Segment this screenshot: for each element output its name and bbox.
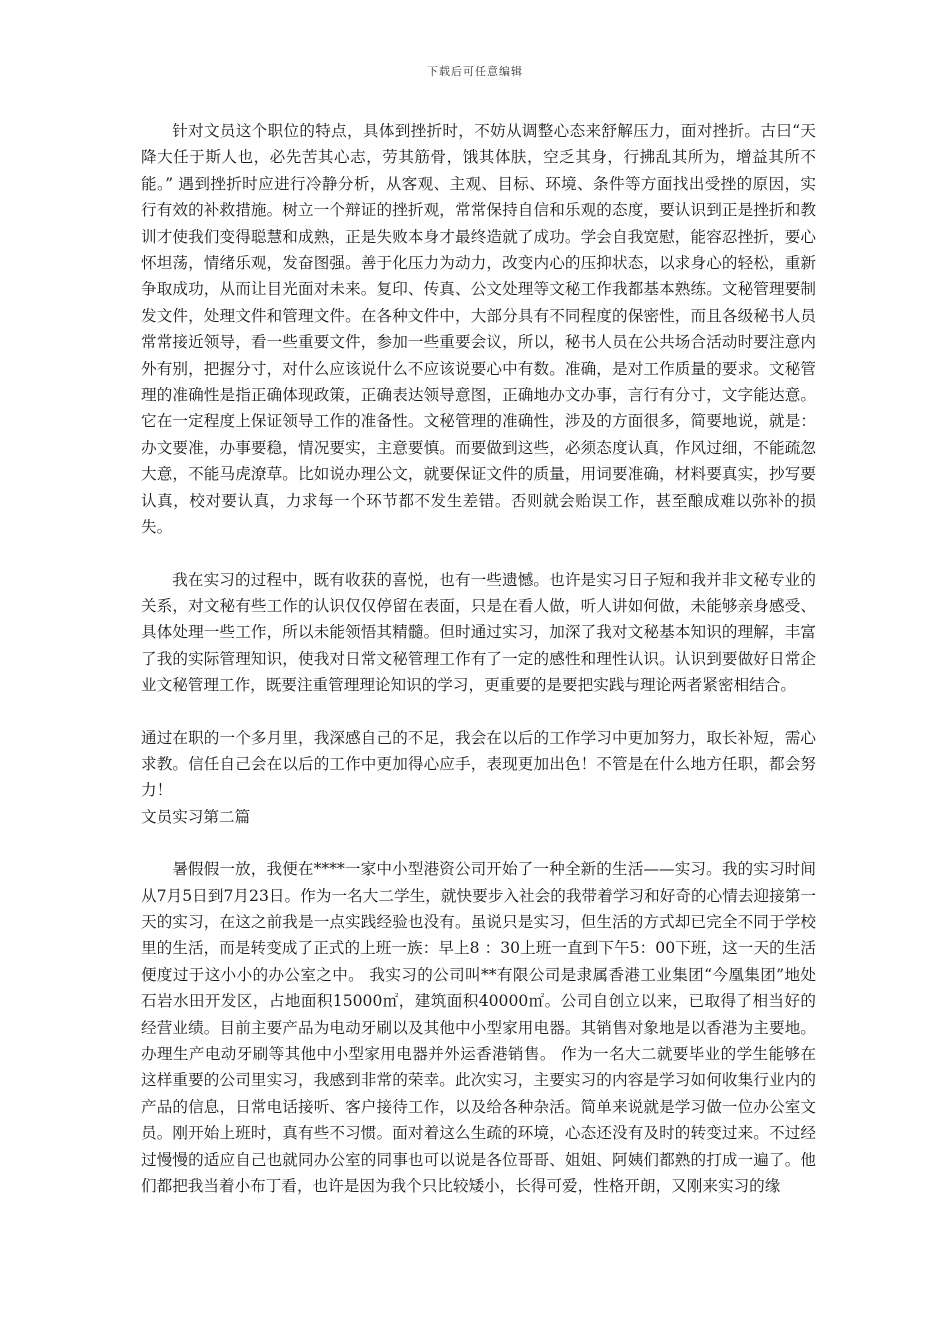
- paragraph-2: 我在实习的过程中，既有收获的喜悦，也有一些遗憾。也许是实习日子短和我并非文秘专业的关系，对文秘有些工作的认识仅仅停留在表面，只是在看人做，听人讲如何做，未能够亲身感受、具体处理一些工作，所以未能领悟其精髓。但时通过实习，加深了我对文秘基本知识的理解，丰富了我的实际管理知识，使我对日常文秘管理工作有了一定的感性和理性认识。认识到要做好日常企业文秘管理工作，既要注重管理理论知识的学习，更重要的是要把实践与理论两者紧密相结合。: [141, 570, 816, 695]
- section-heading: 文员实习第二篇: [141, 807, 251, 826]
- paragraph-1: 针对文员这个职位的特点，具体到挫折时，不妨从调整心态来舒解压力，面对挫折。古曰“天降大任于斯人也，必先苦其心志，劳其筋骨，饿其体肤，空乏其身，行拂乱其所为，增益其所不能。” 遇到挫折时应进行冷静分析，从客观、主观、目标、环境、条件等方面找出受挫的原因，实行有效的补救措施。树立一个辩证的挫折观，常常保持自信和乐观的态度，要认识到正是挫折和教训才使我们变得聪慧和成熟，正是失败本身才最终造就了成功。学会自我宽慰，能容忍挫折，要心怀坦荡，情绪乐观，发奋图强。善于化压力为动力，改变内心的压抑状态，以求身心的轻松，重新争取成功，从而让目光面对未来。复印、传真、公文处理等文秘工作我都基本熟练。文秘管理要制发文件，处理文件和管理文件。在各种文件中，大部分具有不同程度的保密性，而且各级秘书人员常常接近领导，看一些重要文件，参加一些重要会议，所以，秘书人员在公共场合活动时要注意内外有别，把握分寸，对什么应该说什么不应该说要心中有数。准确，是对工作质量的要求。文秘管理的准确性是指正确体现政策，正确表达领导意图，正确地办文办事，言行有分寸，文字能达意。它在一定程度上保证领导工作的准备性。文秘管理的准确性，涉及的方面很多，简要地说，就是：办文要准，办事要稳，情况要实，主意要慎。而要做到这些，必须态度认真，作风过细，不能疏忽大意，不能马虎潦草。比如说办理公文，就要保证文件的质量，用词要准确，材料要真实，抄写要认真，校对要认真，力求每一个环节都不发生差错。否则就会贻误工作，甚至酿成难以弥补的损失。: [141, 122, 816, 537]
- paragraph-4: 暑假假一放，我便在****一家中小型港资公司开始了一种全新的生活——实习。我的实习时间从7月5日到7月23日。作为一名大二学生，就快要步入社会的我带着学习和好奇的心情去迎接第一天的实习，在这之前我是一点实践经验也没有。虽说只是实习，但生活的方式却已完全不同于学校里的生活，而是转变成了正式的上班一族：早上8 ：30上班一直到下午5：00下班，这一天的生活便度过于这小小的办公室之中。 我实习的公司叫**有限公司是隶属香港工业集团“今凰集团”地处石岩水田开发区，占地面积15000㎡，建筑面积40000㎡。公司自创立以来，已取得了相当好的经营业绩。目前主要产品为电动牙刷以及其他中小型家用电器。其销售对象地是以香港为主要地。办理生产电动牙刷等其他中小型家用电器并外运香港销售。 作为一名大二就要毕业的学生能够在这样重要的公司里实习，我感到非常的荣幸。此次实习，主要实习的内容是学习如何收集行业内的产品的信息，日常电话接听、客户接待工作，以及给各种杂活。简单来说就是学习做一位办公室文员。刚开始上班时，真有些不习惯。面对着这么生疏的环境，心态还没有及时的转变过来。不过经过慢慢的适应自己也就同办公室的同事也可以说是各位哥哥、姐姐、阿姨们都熟的打成一遍了。他们都把我当着小布丁看，也许是因为我个只比较矮小，长得可爱，性格开朗，又刚来实习的缘: [141, 860, 816, 1196]
- document-body: [141, 118, 816, 1199]
- page-header: 下载后可任意编辑: [427, 65, 523, 78]
- paragraph-3: 通过在职的一个多月里，我深感自己的不足，我会在以后的工作学习中更加努力，取长补短，需心求教。信任自己会在以后的工作中更加得心应手，表现更加出色！不管是在什么地方任职，都会努力！: [141, 728, 816, 800]
